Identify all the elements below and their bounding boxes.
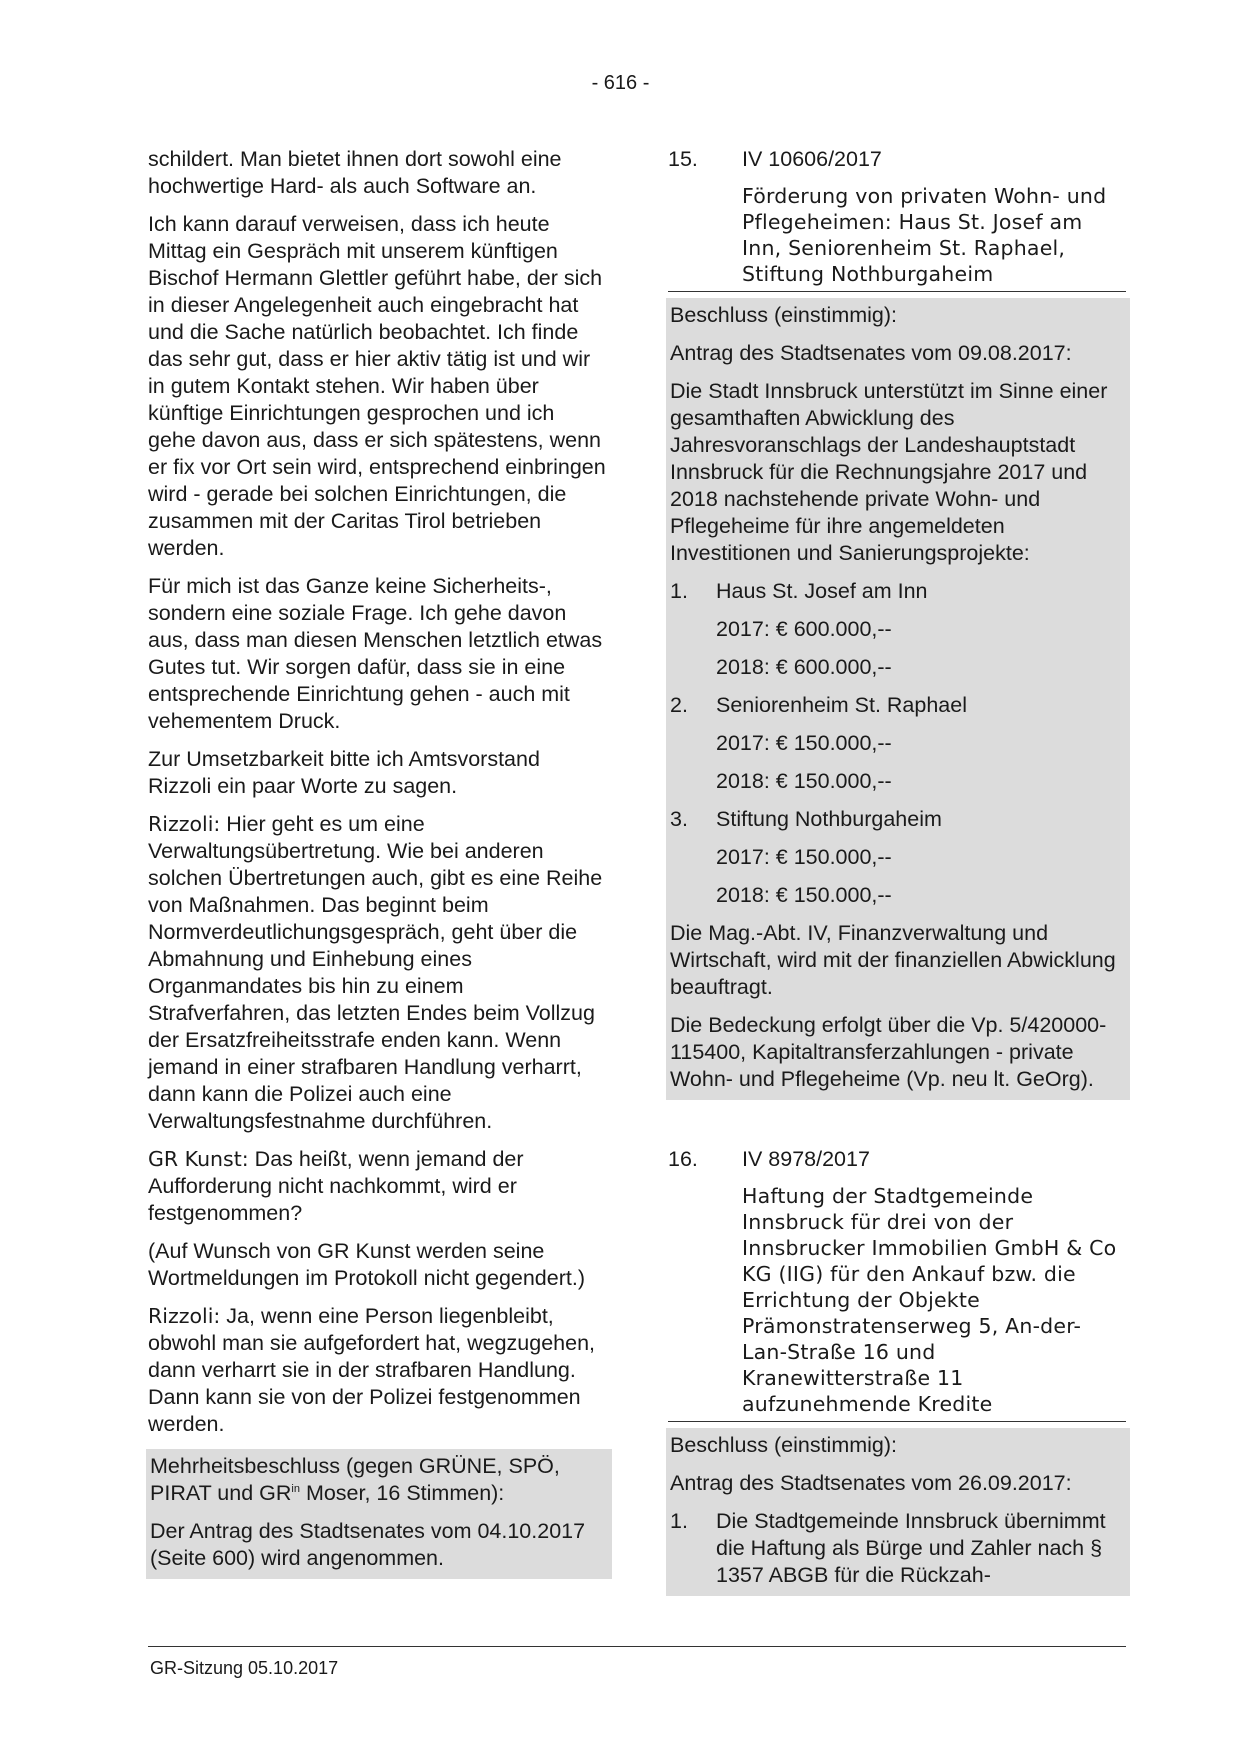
amount: 2018: € 600.000,-- [716,655,892,679]
list-item: 3. Stiftung Nothburgaheim [670,807,942,831]
paragraph: Die Bedeckung erfolgt über die Vp. 5/420000-115400, Kapitaltransferzahlungen - private Wohn- und Pflegeheime (Vp. neu lt. GeOrg). [670,1013,1107,1091]
resolution-text: Der Antrag des Stadtsenates vom 04.10.2017 (Seite 600) wird angenommen. [150,1519,586,1570]
speaker-name: GR Kunst: [148,1147,249,1171]
amount: 2017: € 150.000,-- [716,731,892,755]
motion-line: Antrag des Stadtsenates vom 09.08.2017: [670,341,1072,365]
speech-text: Hier geht es um eine Verwaltungsübertretung. Wie bei anderen solchen Übertretungen auch, gibt es eine Reihe von Maßnahmen. Das beginnt beim Normverdeutlichungsgespräch, geht über die Abmahnung und Einhebung eines Organmandates bis hin zu einem Strafverfahren, das letzten Endes beim Vollzug der Ersatzfreiheitsstrafe enden kann. Wenn jemand in einer strafbaren Handlung verharrt, dann kann die Polizei auch eine Verwaltungsfestnahme durchführen. [148,812,603,1133]
speech-paragraph [148,1146,606,1227]
agenda-item-header [668,1146,1126,1173]
divider [668,1421,1126,1422]
resolution-title: Mehrheitsbeschluss (gegen GRÜNE, SPÖ, PIRAT und $GR^{in}$ Moser, 16 Stimmen): [150,1454,560,1505]
motion-line: Antrag des Stadtsenates vom 26.09.2017: [670,1471,1072,1495]
speech-text: Ja, wenn eine Person liegenbleibt, obwohl man sie aufgefordert hat, wegzugehen, dann verharrt sie in der strafbaren Handlung. Dann kann sie von der Polizei festgenommen werden. [148,1304,596,1436]
speech-paragraph [148,811,606,1135]
paragraph: Für mich ist das Ganze keine Sicherheits-, sondern eine soziale Frage. Ich gehe davon aus, dass man diesen Menschen letztlich etwas Gutes tut. Wir sorgen dafür, dass sie in eine entsprechende Einrichtung gehen - auch mit vehementem Druck. [148,574,603,733]
agenda-item-number: 16. [668,1147,698,1171]
divider [668,291,1126,292]
left-column [148,146,606,1579]
agenda-item-header [668,146,1126,173]
decision-title: Beschluss (einstimmig): [670,303,897,327]
paragraph: Ich kann darauf verweisen, dass ich heute Mittag ein Gespräch mit unserem künftigen Bischof Hermann Glettler geführt habe, der sich in dieser Angelegenheit auch eingebracht hat und die Sache natürlich beobachtet. Ich finde das sehr gut, dass er hier aktiv tätig ist und wir in gutem Kontakt stehen. Wir haben über künftige Einrichtungen gesprochen und ich gehe davon aus, dass er sich spätestens, wenn er fix vor Ort sein wird, entsprechend einbringen wird - gerade bei solchen Einrichtungen, die zusammen mit der Caritas Tirol betrieben werden. [148,212,606,560]
footer-text: GR-Sitzung 05.10.2017 [150,1658,339,1678]
footer-divider [148,1646,1126,1647]
paragraph: Die Mag.-Abt. IV, Finanzverwaltung und Wirtschaft, wird mit der finanziellen Abwicklung beauftragt. [670,921,1116,999]
right-column [668,146,1126,1596]
list-item: 1. Haus St. Josef am Inn [670,579,928,603]
list-item: 2. Seniorenheim St. Raphael [670,693,967,717]
paragraph: schildert. Man bietet ihnen dort sowohl eine hochwertige Hard- als auch Software an. [148,147,562,198]
decision-box [666,298,1130,1100]
list-item: 1. Die Stadtgemeinde Innsbruck übernimmt die Haftung als Bürge und Zahler nach § 1357 ABGB für die Rückzah- [670,1509,1106,1587]
decision-title: Beschluss (einstimmig): [670,1433,897,1457]
agenda-item-subject: Förderung von privaten Wohn- und Pflegeheimen: Haus St. Josef am Inn, Seniorenheim St. Raphael, Stiftung Nothburgaheim [742,184,1107,286]
paragraph: Zur Umsetzbarkeit bitte ich Amtsvorstand Rizzoli ein paar Worte zu sagen. [148,747,540,798]
agenda-item-ref: IV 8978/2017 [742,1147,870,1171]
page-number: - 616 - [591,72,650,94]
decision-intro: Die Stadt Innsbruck unterstützt im Sinne einer gesamthaften Abwicklung des Jahresvoranschlags der Landeshauptstadt Innsbruck für die Rechnungsjahre 2017 und 2018 nachstehende private Wohn- und Pflegeheime für ihre angemeldeten Investitionen und Sanierungsprojekte: [670,379,1108,565]
amount: 2017: € 600.000,-- [716,617,892,641]
agenda-item-ref: IV 10606/2017 [742,147,882,171]
speech-paragraph [148,1303,606,1438]
paragraph: (Auf Wunsch von GR Kunst werden seine Wortmeldungen im Protokoll nicht gegendert.) [148,1239,585,1290]
agenda-item-number: 15. [668,147,698,171]
decision-box [666,1428,1130,1596]
amount: 2018: € 150.000,-- [716,883,892,907]
resolution-box [146,1449,612,1579]
speaker-name: Rizzoli: [148,1304,221,1328]
amount: 2017: € 150.000,-- [716,845,892,869]
speaker-name: Rizzoli: [148,812,221,836]
speech-text: Das heißt, wenn jemand der Aufforderung nicht nachkommt, wird er festgenommen? [148,1147,524,1225]
agenda-item-subject: Haftung der Stadtgemeinde Innsbruck für drei von der Innsbrucker Immobilien GmbH & Co KG (IIG) für den Ankauf bzw. die Errichtung der Objekte Prämonstratenserweg 5, An-der-Lan-Straße 16 und Kranewitterstraße 11 aufzunehmende Kredite [742,1184,1117,1416]
amount: 2018: € 150.000,-- [716,769,892,793]
